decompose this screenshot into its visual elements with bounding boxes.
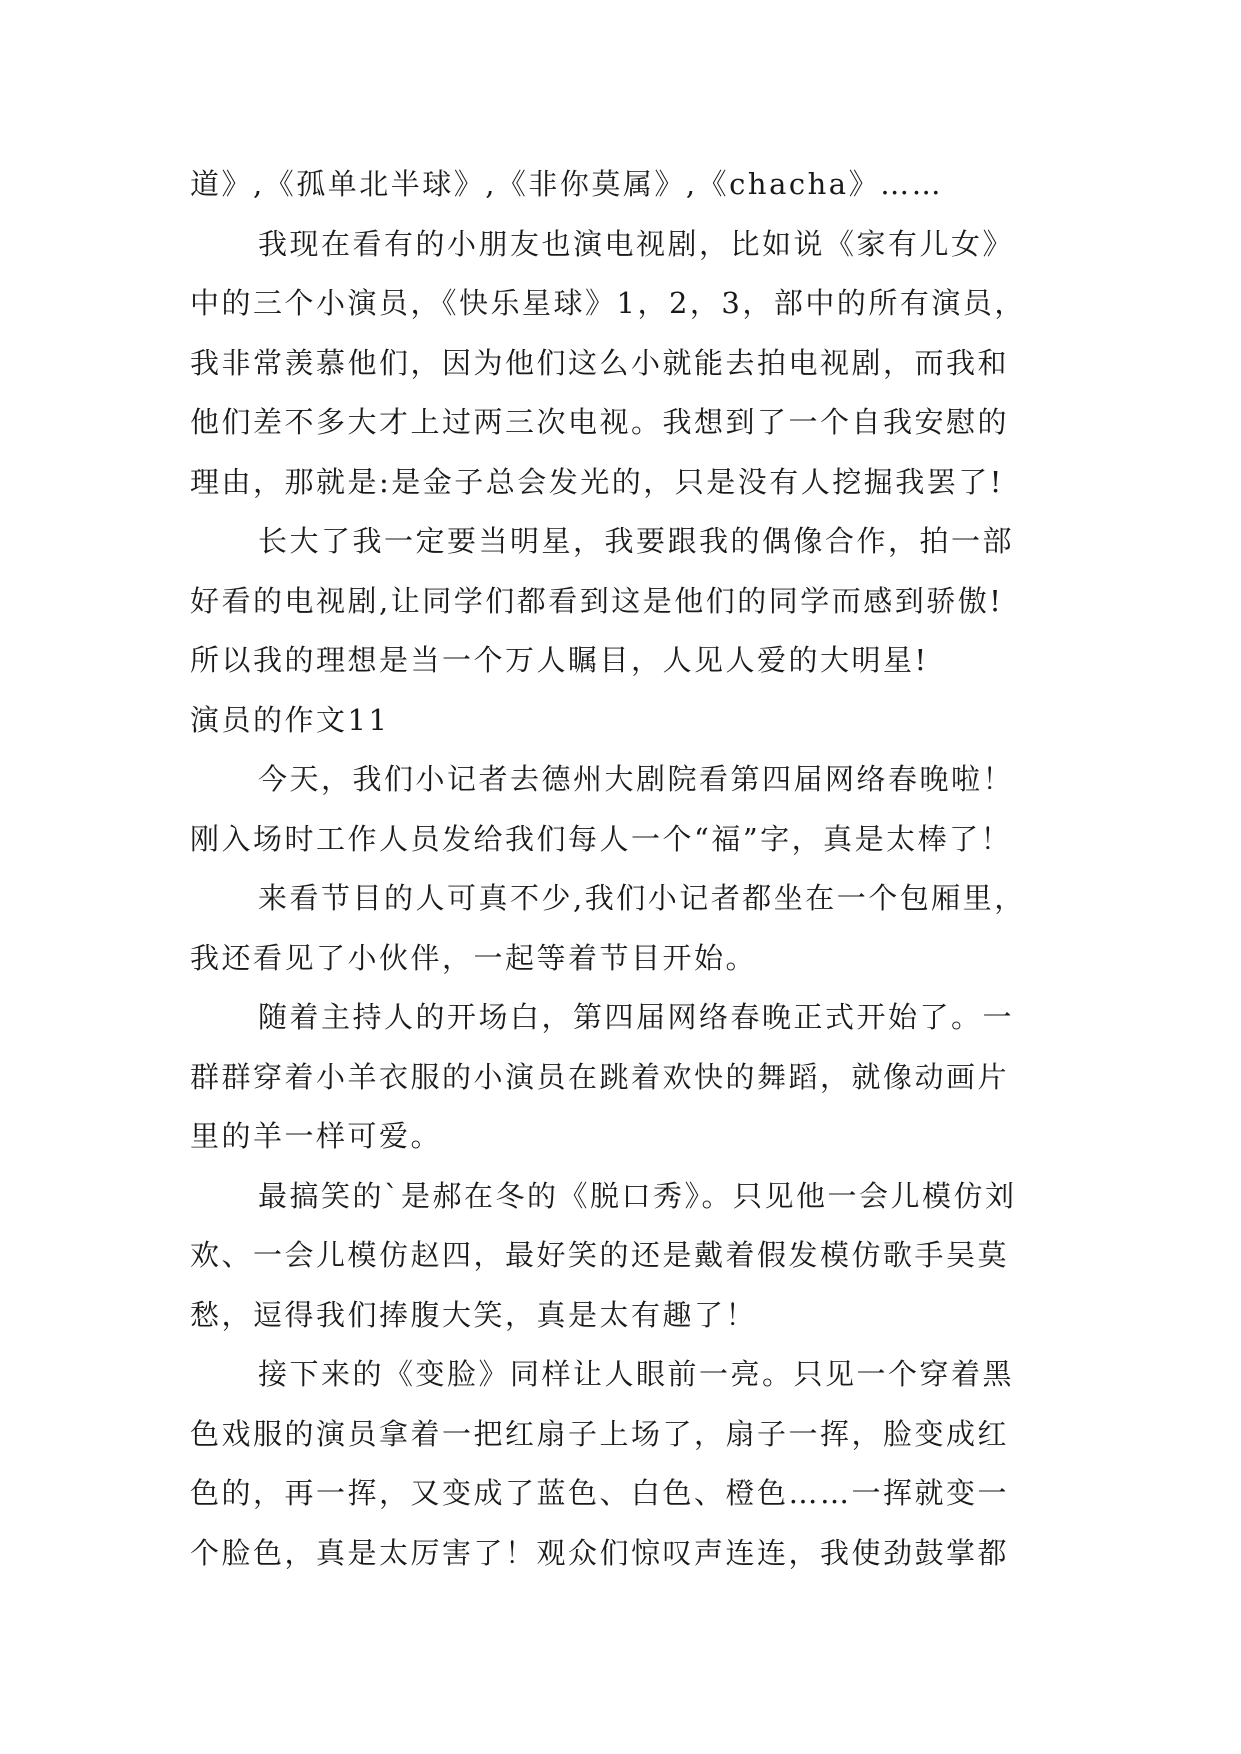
text-line: 色的，再一挥，又变成了蓝色、白色、橙色……一挥就变一 — [190, 1476, 1010, 1510]
text-line: 所以我的理想是当一个万人瞩目，人见人爱的大明星! — [190, 643, 929, 677]
text-line: 色戏服的演员拿着一把红扇子上场了，扇子一挥，脸变成红 — [190, 1416, 1010, 1451]
text-line: 最搞笑的`是郝在冬的《脱口秀》。只见他一会儿模仿刘 — [258, 1178, 1017, 1213]
text-line: 我还看见了小伙伴，一起等着节目开始。 — [190, 940, 758, 975]
text-line: 长大了我一定要当明星，我要跟我的偶像合作，拍一部 — [258, 524, 1015, 558]
text-line: 愁，逗得我们捧腹大笑，真是太有趣了！ — [190, 1297, 758, 1332]
text-line: 今天，我们小记者去德州大剧院看第四届网络春晚啦！ — [258, 762, 1015, 796]
text-line: 道》,《孤单北半球》,《非你莫属》,《chacha》…… — [190, 167, 944, 201]
text-line: 我现在看有的小朋友也演电视剧，比如说《家有儿女》 — [258, 226, 1015, 261]
text-line: 来看节目的人可真不少,我们小记者都坐在一个包厢里， — [258, 881, 1026, 915]
text-line: 他们差不多大才上过两三次电视。我想到了一个自我安慰的 — [190, 405, 1010, 439]
text-line: 个脸色，真是太厉害了！观众们惊叹声连连，我使劲鼓掌都 — [190, 1535, 1010, 1570]
text-line: 中的三个小演员，《快乐星球》1，2，3，部中的所有演员， — [190, 286, 1026, 320]
text-line: 理由，那就是:是金子总会发光的，只是没有人挖掘我罢了! — [190, 464, 1004, 499]
text-line: 群群穿着小羊衣服的小演员在跳着欢快的舞蹈，就像动画片 — [190, 1059, 1010, 1094]
text-line: 好看的电视剧,让同学们都看到这是他们的同学而感到骄傲! — [190, 583, 1004, 618]
section-heading: 演员的作文11 — [190, 702, 390, 737]
text-line: 我非常羡慕他们，因为他们这么小就能去拍电视剧，而我和 — [190, 345, 1010, 380]
text-line: 欢、一会儿模仿赵四，最好笑的还是戴着假发模仿歌手吴莫 — [190, 1238, 1010, 1272]
text-line: 里的羊一样可爱。 — [190, 1119, 443, 1153]
text-line: 刚入场时工作人员发给我们每人一个“福”字，真是太棒了！ — [190, 821, 1013, 856]
body-text — [190, 155, 1070, 1583]
text-line: 接下来的《变脸》同样让人眼前一亮。只见一个穿着黑 — [258, 1357, 1015, 1391]
text-line: 随着主持人的开场白，第四届网络春晚正式开始了。一 — [258, 1000, 1015, 1034]
